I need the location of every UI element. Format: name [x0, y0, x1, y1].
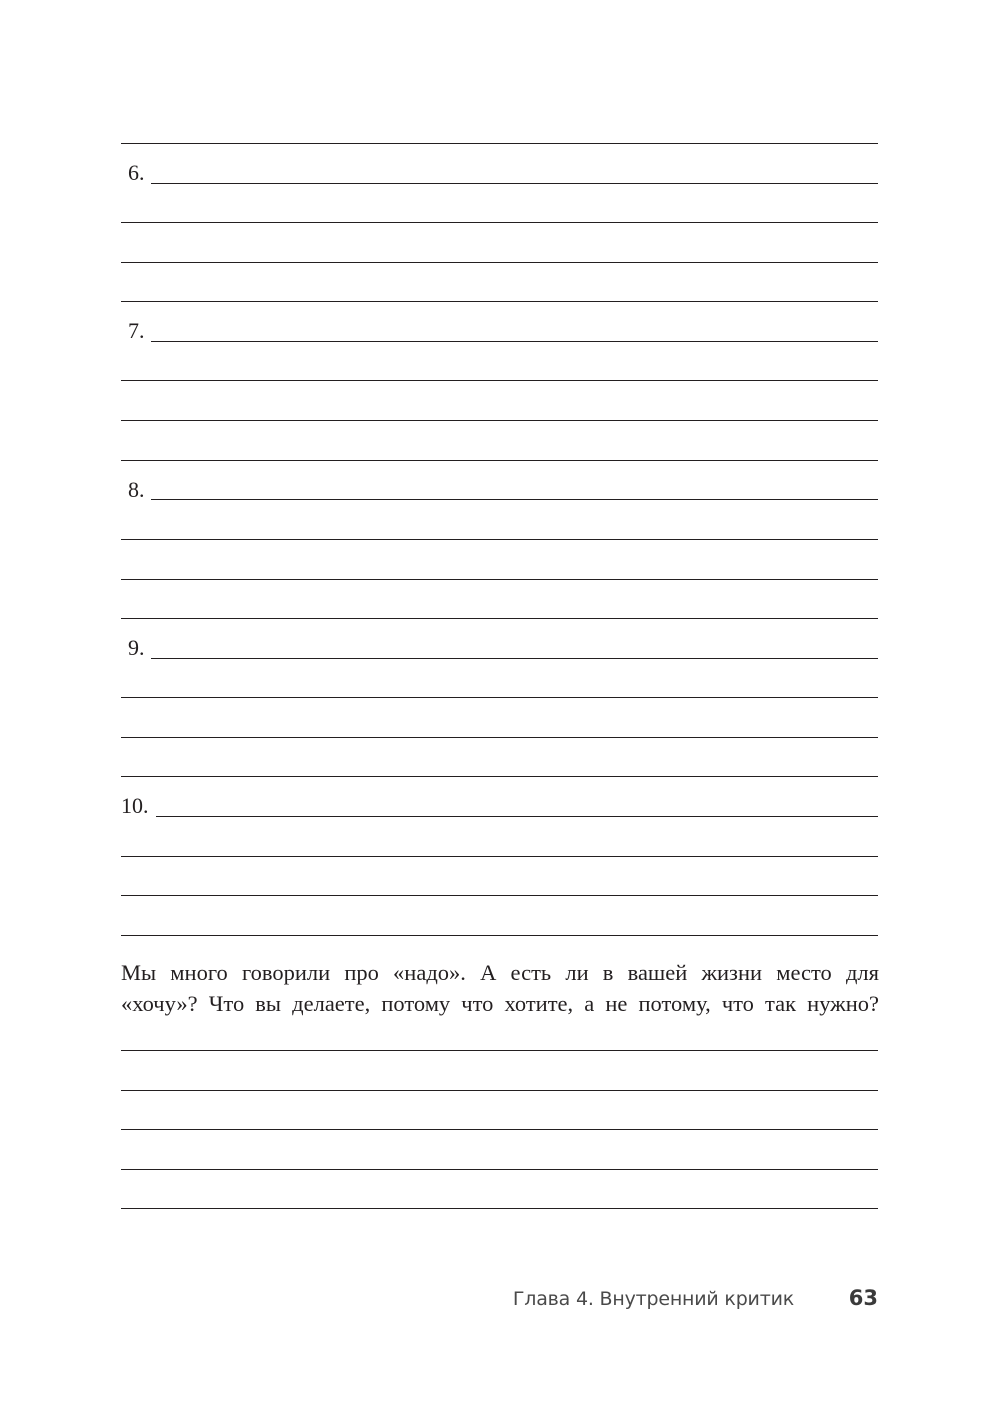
item-number-7: 7. — [128, 318, 145, 343]
item-number-6: 6. — [128, 160, 145, 185]
answer-line[interactable] — [121, 1090, 878, 1091]
question-line-1: Мы много говорили про «надо». А есть ли в вашей жизни место для — [121, 960, 879, 985]
answer-line[interactable] — [151, 183, 878, 184]
question-line-2: «хочу»? Что вы делаете, потому что хотите, а не потому, что так нужно? — [121, 991, 879, 1016]
answer-line[interactable] — [151, 658, 878, 659]
answer-line[interactable] — [121, 1050, 878, 1051]
answer-line[interactable] — [121, 262, 878, 263]
answer-line[interactable] — [121, 222, 878, 223]
answer-line[interactable] — [121, 1169, 878, 1170]
answer-line[interactable] — [121, 1129, 878, 1130]
answer-line[interactable] — [121, 1208, 878, 1209]
answer-line[interactable] — [121, 618, 878, 619]
answer-line[interactable] — [121, 460, 878, 461]
answer-line[interactable] — [121, 301, 878, 302]
item-number-9: 9. — [128, 635, 145, 660]
answer-line[interactable] — [151, 499, 878, 500]
chapter-title: Глава 4. Внутренний критик — [512, 1288, 794, 1310]
answer-line[interactable] — [121, 895, 878, 896]
answer-line[interactable] — [121, 420, 878, 421]
question-text — [121, 957, 879, 1019]
answer-line[interactable] — [156, 816, 878, 817]
answer-line[interactable] — [121, 579, 878, 580]
answer-line[interactable] — [151, 341, 878, 342]
page-number: 63 — [848, 1286, 878, 1310]
answer-line[interactable] — [121, 935, 878, 936]
answer-line[interactable] — [121, 776, 878, 777]
item-number-8: 8. — [128, 477, 145, 502]
item-number-10: 10. — [121, 793, 149, 818]
answer-line[interactable] — [121, 697, 878, 698]
answer-line[interactable] — [121, 380, 878, 381]
answer-line[interactable] — [121, 143, 878, 144]
answer-line[interactable] — [121, 737, 878, 738]
answer-line[interactable] — [121, 856, 878, 857]
answer-line[interactable] — [121, 539, 878, 540]
